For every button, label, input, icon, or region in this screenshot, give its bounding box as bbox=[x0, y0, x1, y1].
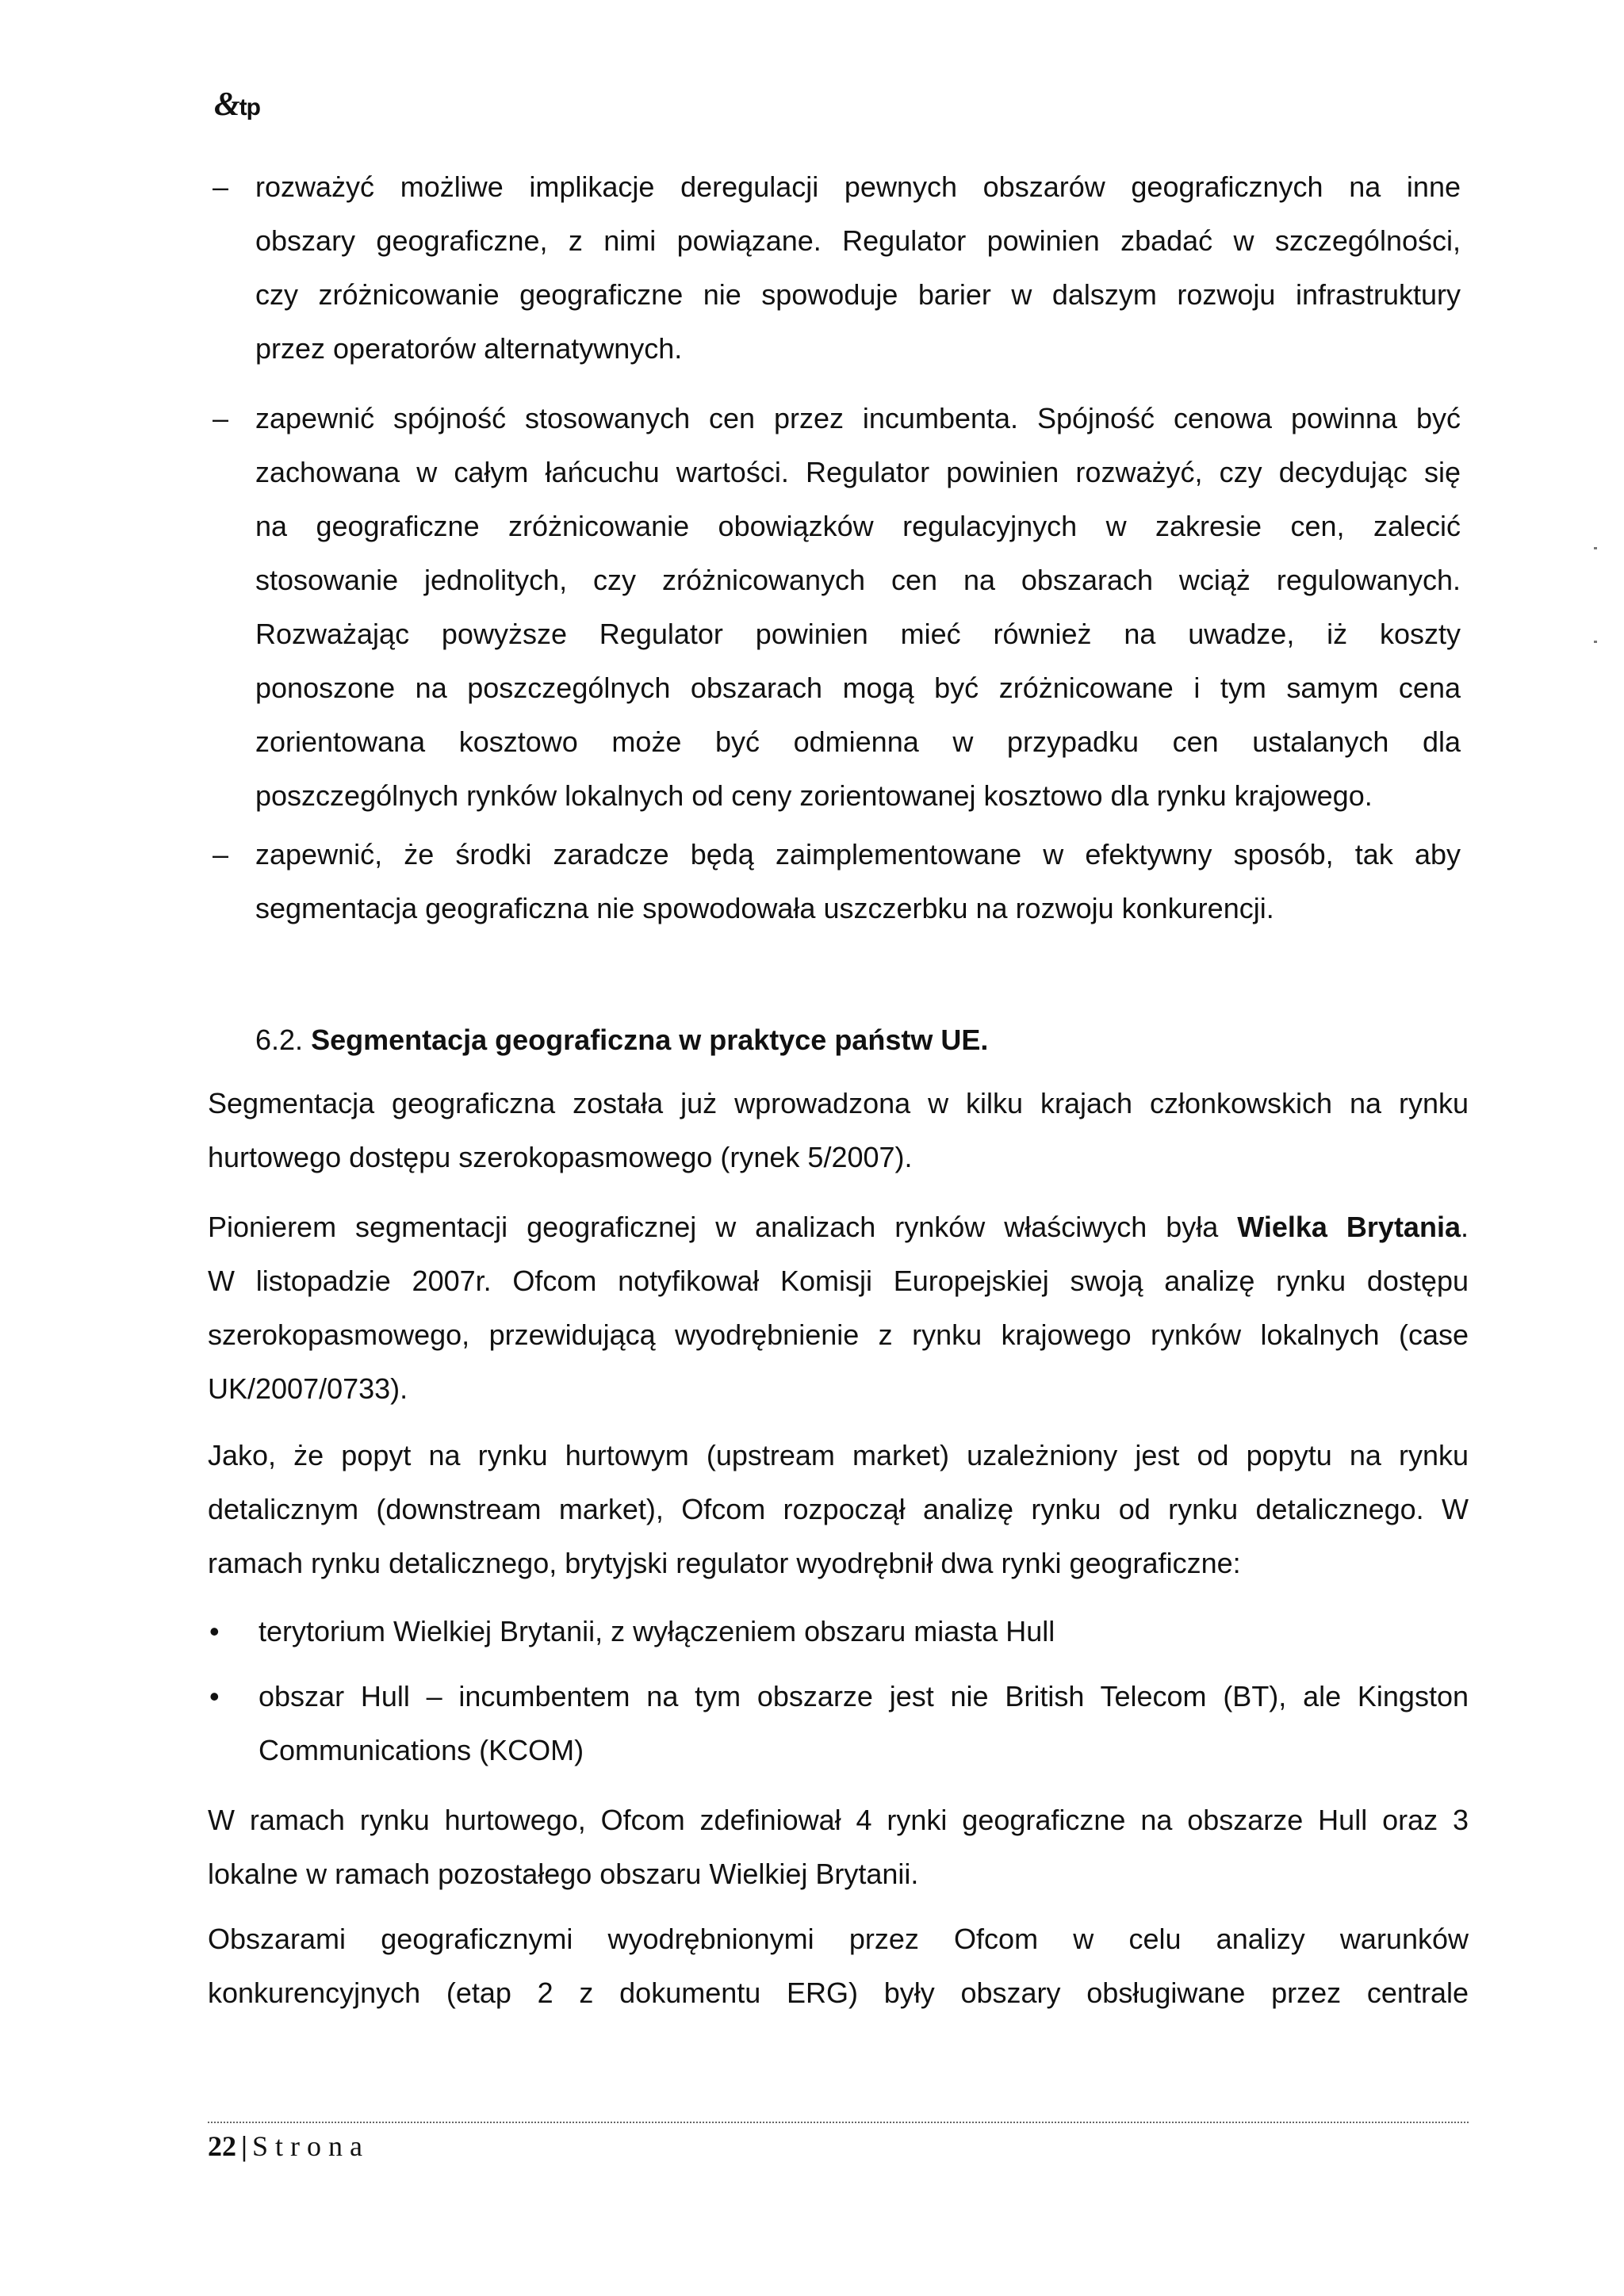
text-line: zachowana w całym łańcuchu wartości. Regulator powinien rozważyć, czy decydując się bbox=[255, 456, 1461, 488]
text-line: ponoszone na poszczególnych obszarach mogą być zróżnicowane i tym samym cena bbox=[255, 672, 1461, 704]
text-line: Segmentacja geograficzna została już wprowadzona w kilku krajach członkowskich na rynku bbox=[208, 1087, 1469, 1119]
text-line: ramach rynku detalicznego, brytyjski regulator wyodrębnił dwa rynki geograficzne: bbox=[208, 1547, 1241, 1579]
text-line: szerokopasmowego, przewidującą wyodrębnienie z rynku krajowego rynków lokalnych (case bbox=[208, 1318, 1469, 1351]
text-line: na geograficzne zróżnicowanie obowiązków regulacyjnych w zakresie cen, zalecić bbox=[255, 510, 1461, 542]
footer-rule bbox=[208, 2122, 1469, 2123]
text-run: Pionierem segmentacji geograficznej w analizach rynków właściwych była bbox=[208, 1211, 1238, 1243]
dash-item-text bbox=[255, 392, 1461, 823]
section-number: 6.2. bbox=[255, 1024, 304, 1056]
text-line: segmentacja geograficzna nie spowodowała uszczerbku na rozwoju konkurencji. bbox=[255, 892, 1274, 924]
page-number: 22 bbox=[208, 2130, 236, 2162]
dash-item-text bbox=[255, 160, 1461, 376]
text-line: czy zróżnicowanie geograficzne nie spowoduje barier w dalszym rozwoju infrastruktury bbox=[255, 278, 1461, 311]
scan-mark bbox=[1594, 547, 1597, 549]
page-footer bbox=[208, 2126, 370, 2166]
bullet-item bbox=[259, 1605, 1469, 1659]
text-line: stosowanie jednolitych, czy zróżnicowanych cen na obszarach wciąż regulowanych. bbox=[255, 564, 1461, 596]
text-line: lokalne w ramach pozostałego obszaru Wielkiej Brytanii. bbox=[208, 1858, 919, 1890]
company-logo bbox=[214, 86, 260, 124]
scan-mark bbox=[1594, 641, 1597, 643]
text-line: Communications (KCOM) bbox=[259, 1734, 584, 1766]
text-line: konkurencyjnych (etap 2 z dokumentu ERG) były obszary obsługiwane przez centrale bbox=[208, 1976, 1469, 2009]
text-line: zorientowana kosztowo może być odmienna w przypadku cen ustalanych dla bbox=[255, 725, 1461, 758]
text-line: terytorium Wielkiej Brytanii, z wyłączeniem obszaru miasta Hull bbox=[259, 1615, 1055, 1647]
bullet-item bbox=[259, 1670, 1469, 1777]
text-line: detalicznym (downstream market), Ofcom rozpoczął analizę rynku od rynku detalicznego. W bbox=[208, 1493, 1469, 1525]
dash-marker: – bbox=[213, 402, 229, 434]
text-line: zapewnić spójność stosowanych cen przez incumbenta. Spójność cenowa powinna być bbox=[255, 402, 1461, 434]
footer-separator: | bbox=[241, 2130, 247, 2162]
paragraph bbox=[208, 1429, 1469, 1590]
text-line: W ramach rynku hurtowego, Ofcom zdefiniował 4 rynki geograficzne na obszarze Hull oraz 3 bbox=[208, 1804, 1469, 1836]
page-label: Strona bbox=[251, 2130, 370, 2162]
text-line: Jako, że popyt na rynku hurtowym (upstream market) uzależniony jest od popytu na rynku bbox=[208, 1439, 1469, 1471]
bullet-icon: • bbox=[209, 1615, 220, 1647]
text-line: rozważyć możliwe implikacje deregulacji pewnych obszarów geograficznych na inne bbox=[255, 170, 1461, 203]
text-line: W listopadzie 2007r. Ofcom notyfikował Komisji Europejskiej swoją analizę rynku dostępu bbox=[208, 1265, 1469, 1297]
dash-marker: – bbox=[213, 838, 229, 871]
logo-symbol: & bbox=[214, 86, 239, 123]
paragraph bbox=[208, 1077, 1469, 1184]
text-line: UK/2007/0733). bbox=[208, 1372, 408, 1405]
country-name: Wielka Brytania bbox=[1237, 1211, 1461, 1243]
section-title: Segmentacja geograficzna w praktyce państw UE. bbox=[311, 1024, 989, 1056]
text-line: obszary geograficzne, z nimi powiązane. Regulator powinien zbadać w szczególności, bbox=[255, 224, 1461, 257]
text-line: zapewnić, że środki zaradcze będą zaimplementowane w efektywny sposób, tak aby bbox=[255, 838, 1461, 871]
text-line: hurtowego dostępu szerokopasmowego (rynek 5/2007). bbox=[208, 1141, 913, 1173]
dash-item-text bbox=[255, 828, 1461, 936]
dash-marker: – bbox=[213, 170, 229, 203]
text-line: poszczególnych rynków lokalnych od ceny zorientowanej kosztowo dla rynku krajowego. bbox=[255, 779, 1373, 812]
text-line: Obszarami geograficznymi wyodrębnionymi przez Ofcom w celu analizy warunków bbox=[208, 1923, 1469, 1955]
text-line: obszar Hull – incumbentem na tym obszarze jest nie British Telecom (BT), ale Kingston bbox=[259, 1680, 1469, 1712]
text-line: przez operatorów alternatywnych. bbox=[255, 332, 683, 365]
paragraph bbox=[208, 1793, 1469, 1901]
logo-text: tp bbox=[239, 94, 260, 121]
paragraph bbox=[208, 1912, 1469, 2020]
text-run: . bbox=[1460, 1211, 1469, 1243]
paragraph bbox=[208, 1200, 1469, 1416]
section-heading bbox=[255, 1013, 988, 1067]
bullet-icon: • bbox=[209, 1680, 220, 1712]
text-line: Rozważając powyższe Regulator powinien mieć również na uwadze, iż koszty bbox=[255, 618, 1461, 650]
text-line bbox=[208, 1200, 1469, 1254]
